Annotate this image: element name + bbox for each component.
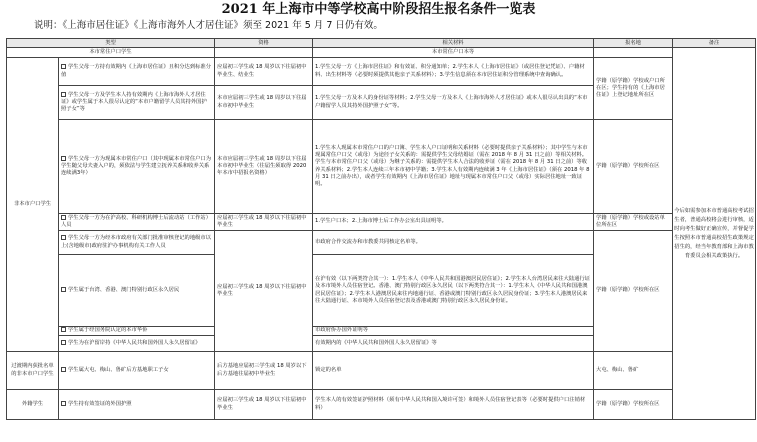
row-location: 大屯、梅山、鲁矿 <box>594 352 673 390</box>
row-materials: 1.学生户口本；2.上海市博士后工作办公室出具证明等。 <box>313 214 594 231</box>
header-location: 报名地 <box>594 39 673 48</box>
table-row <box>7 231 756 255</box>
header-type: 类型 <box>7 39 215 48</box>
row-type: 学生属于台湾、香港、澳门特别行政区永久居民 <box>59 255 215 327</box>
row-materials: 1.学生父母一方《上海市居住证》和有效证、积分通知单；2.学生本人《上海市居住证》（或居住登记凭证）、户籍材料、出生材料等（必要时须提供其他亲子关系材料）；3.学生信息须在本市居住证积分管理系统中查询确认。 <box>313 58 594 86</box>
checkbox-icon <box>61 235 66 240</box>
row-type: 学生父母一方及学生本人持有效期内《上海市海外人才居住证》或学生属于本人很尽认定的“本市户籍留学人员其持外国护照子女”等 <box>59 86 215 120</box>
row-qualification: 本市应届初三学生或 18 周岁以下往届本市初中毕业生 <box>215 86 313 120</box>
checkbox-icon <box>61 156 66 161</box>
row-type: 学生父母一方为经本市政府有关部门批准审核登记的地级市以上(含地级市)政府驻沪办事机构有关工作人员 <box>59 231 215 255</box>
table-row <box>7 58 756 86</box>
row-location: 学籍（原学籍）学校所在区 <box>594 231 673 352</box>
row-location: 学籍（原学籍）学校或户口所在区；学生持有的《上海市居住证》上登记地址所在区 <box>594 58 673 120</box>
checkbox-icon <box>61 367 66 372</box>
row-materials: 锁定的名单 <box>313 352 594 390</box>
row-materials: 市政府合作交流办和市教委共同核定名单等。 <box>313 231 594 255</box>
table-row <box>7 120 756 214</box>
checkbox-icon <box>61 287 66 292</box>
row-location: 学籍（原学籍）学校所在区 <box>594 120 673 214</box>
checkbox-icon <box>61 64 66 69</box>
header-remark: 备注 <box>673 39 756 48</box>
row-type: 学生父母一方持有效期内《上海市居住证》且积分达到标准分值 <box>59 58 215 86</box>
row-materials: 在沪有效（以下两类符合其一）：1.学生本人《中华人民共和国港澳居民居住证》；2.学生本人台湾居民来往大陆通行证及本市境外人员住宿登记。香港、澳门特别行政区永久居民（以下两类符合其一）：1.学生本人《中华人民共和国港澳居民居住证》；2.学生本人港澳居民来往内地通行证、香港或澳门特别行政区永久居民身份证；3.学生本人港澳居民来往大陆通行证、本市境外人员住宿登记表及香港或澳门特别行政区永久居民身份证。 <box>313 255 594 327</box>
row-type: 学生属大屯、梅山、鲁矿后方基地职工子女 <box>59 352 215 390</box>
local-qual-cell <box>215 48 313 58</box>
row-materials: 1.学生父母一方及本人的身份证等材料；2.学生父母一方及本人《上海市海外人才居住证》或本人很尽认出具的“本市户籍留学人员其持外国护照子女”等。 <box>313 86 594 120</box>
row-location: 学籍（原学籍）学校所在区 <box>594 390 673 420</box>
table-header-row <box>7 39 756 48</box>
group-nonlocal: 非本市户口学生 <box>7 58 59 352</box>
checkbox-icon <box>61 92 66 97</box>
row-type: 学生父母一方为在沪高校、科研机构博士后流动站（工作站）人员 <box>59 214 215 231</box>
row-materials: 市政府侨办国外证明等 <box>313 327 594 336</box>
table-row-local <box>7 48 756 58</box>
row-materials: 学生本人的有效签证护照材料（须有中华人民共和国入境许可签）和境外人员住宿登记表等（必要时提供户口注销材料） <box>313 390 594 420</box>
checkbox-icon <box>61 401 66 406</box>
row-materials: 有效期内的《中华人民共和国外国人永久居留证》等 <box>313 336 594 352</box>
row-location: 学籍（原学籍）学校或设站单位所在区 <box>594 214 673 231</box>
row-type: 学生父母一方为现属本市常住户口（其中现属本市常住户口为学生随父母夫妻入户的，须依法与学生建立抚养关系和收养关系连续满3年） <box>59 120 215 214</box>
row-type: 学生属于经国务院认定的本市华侨 <box>59 327 215 336</box>
table-row <box>7 390 756 420</box>
row-qualification: 应届初三学生或 18 周岁以下往届初中毕业生 <box>215 231 313 352</box>
remark-cell: 今后如需参加本市普通高校考试招生者，普通高校将会进行审核，适时向考生做好正确宣传，并督促学生按照本市普通高校招生政策规定招生的，经当年教育部和上海市教育委员会相关政策执行。 <box>673 48 756 420</box>
header-materials: 相关材料 <box>313 39 594 48</box>
table-row <box>7 352 756 390</box>
row-qualification: 后方基地应届初三学生或 18 周岁以下后方基地往届初中毕业生 <box>215 352 313 390</box>
document-note: 说明：《上海市居住证》《上海市海外人才居住证》须至 2021 年 5 月 7 日仍有效。 <box>34 20 383 31</box>
row-type: 学生为在沪留岸持《中华人民共和国外国人永久居留证》 <box>59 336 215 352</box>
row-qualification: 应届初三学生或 18 周岁以下往届初中毕业生、结业生 <box>215 58 313 86</box>
enrollment-conditions-table <box>6 38 756 420</box>
row-qualification: 本市应届初三学生或 18 周岁以下往届本市初中毕业生（往届生须取得 2020 年本市中招报名资格） <box>215 120 313 214</box>
row-qualification: 应届初三学生或 18 周岁以下往届初中毕业生 <box>215 390 313 420</box>
group-foreign: 外籍学生 <box>7 390 59 420</box>
row-materials: 1.学生本人现属本市常住户口的户口簿、学生本人户口证明和关系材料（必要时提供亲子关系材料）；其中学生与本市现属常住户口父（或母）为途径子女关系的：需提供学生父母结婚证（需在 2018 年 8 月 31 日之前）等相关材料。学生与本市常住户口父（或母）为继子关系的：需提供学生本人合法的收养证（需在 2018 年 8 月 31 日之前）等收养关系材料；2.学生本人连续三年本市初中学籍；3.学生本人有效期内连续满 3 年《上海市居住证》（须在 2018 年 8 月 31 日之前办出），或者学生有效期内《上海市居住证》地址与现属本市常住户口父（或母）实际居住地址一致证明。 <box>313 120 594 214</box>
checkbox-icon <box>61 340 66 345</box>
table-row <box>7 214 756 231</box>
local-location-cell <box>594 48 673 58</box>
group-transition: 过渡期内获批名单的非本市户口学生 <box>7 352 59 390</box>
document-title: 2021 年上海市中等学校高中阶段招生报名条件一览表 <box>221 2 536 17</box>
local-student-cell: 本市常住户口学生 <box>7 48 215 58</box>
header-qualification: 资格 <box>215 39 313 48</box>
checkbox-icon <box>61 327 66 332</box>
local-materials-cell: 本市常住户口本等 <box>313 48 594 58</box>
checkbox-icon <box>61 215 66 220</box>
row-type: 学生持有效签证的外国护照 <box>59 390 215 420</box>
row-qualification: 应届初三学生或 18 周岁以下往届初中毕业生 <box>215 214 313 231</box>
